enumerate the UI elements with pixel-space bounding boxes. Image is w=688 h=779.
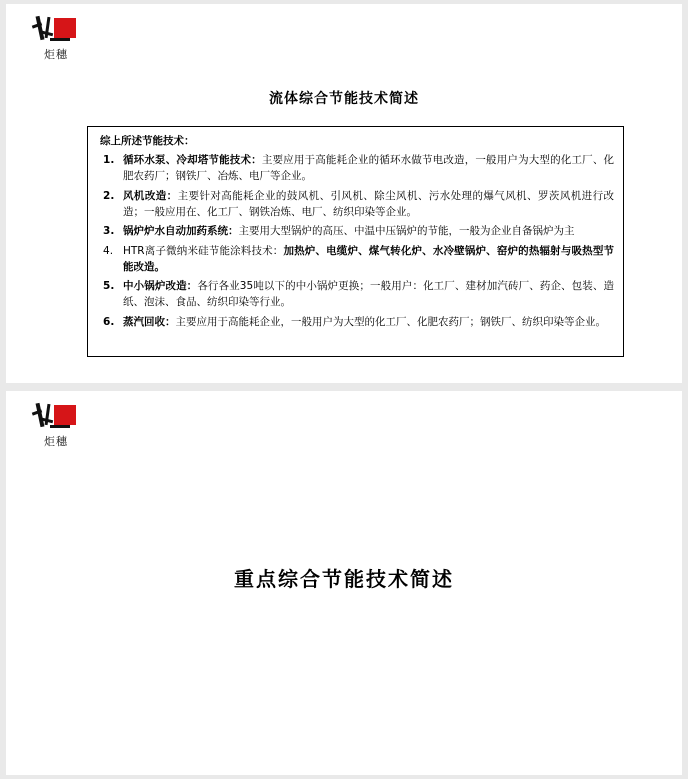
logo-red-square (54, 405, 76, 425)
logo-text: 炬穗 (44, 435, 68, 448)
intro-text: 综上所述节能技术： (100, 135, 195, 147)
list-item (123, 188, 614, 221)
content-box (87, 126, 624, 357)
list-item-body: 主要用大型锅炉的高压、中温中压锅炉的节能，一般为企业自备锅炉为主 (238, 225, 575, 238)
logo-stroke (36, 16, 45, 40)
company-logo (28, 16, 86, 64)
list-item (123, 223, 614, 239)
slide-key-technologies (6, 391, 682, 775)
list-item-body: 各行各业35吨以下的中小锅炉更换；一般用户：化工厂、建材加汽砖厂、药企、包装、造纸、泡沫、食品、纺织印染等行业。 (123, 280, 615, 309)
slide-title: 流体综合节能技术简述 (269, 91, 419, 107)
logo-mark-icon (28, 16, 86, 46)
company-logo (28, 403, 86, 451)
list-item-lead: 循环水泵、冷却塔节能技术： (123, 154, 262, 167)
list-item-body: 主要应用于高能耗企业，一般用户为大型的化工厂、化肥农药厂；钢铁厂、纺织印染等企业。 (175, 315, 606, 328)
list-item-body: 主要针对高能耗企业的鼓风机、引风机、除尘风机、污水处理的爆气风机、罗茨风机进行改造；一般应用在、化工厂、钢铁冶炼、电厂、纺织印染等企业。 (123, 189, 615, 218)
list-item (123, 243, 614, 276)
list-item-lead: HTR离子微纳米硅节能涂料技术： (123, 244, 284, 257)
list-item-lead: 中小锅炉改造： (123, 280, 198, 293)
logo-stroke (50, 425, 70, 428)
logo-red-square (54, 18, 76, 38)
slide-title: 重点综合节能技术简述 (234, 567, 454, 591)
list-item-lead: 蒸汽回收： (123, 315, 176, 328)
list-item (123, 152, 614, 185)
logo-mark-icon (28, 403, 86, 433)
list-item-lead: 锅炉炉水自动加药系统： (123, 225, 239, 238)
list-item-lead: 风机改造： (123, 189, 178, 202)
list-item (123, 278, 614, 311)
logo-stroke (36, 403, 45, 427)
slide-fluid-energy-saving (6, 4, 682, 383)
list-item-body: 主要应用于高能耗企业的循环水做节电改造，一般用户为大型的化工厂、化肥农药厂；钢铁厂、冶炼、电厂等企业。 (123, 154, 615, 183)
logo-text: 炬穗 (44, 48, 68, 61)
logo-stroke (50, 38, 70, 41)
list-item-body: 加热炉、电缆炉、煤气转化炉、水冷壁锅炉、窑炉的热辐射与吸热型节能改造。 (123, 244, 615, 273)
list-item (123, 314, 614, 330)
technology-list (97, 152, 614, 330)
